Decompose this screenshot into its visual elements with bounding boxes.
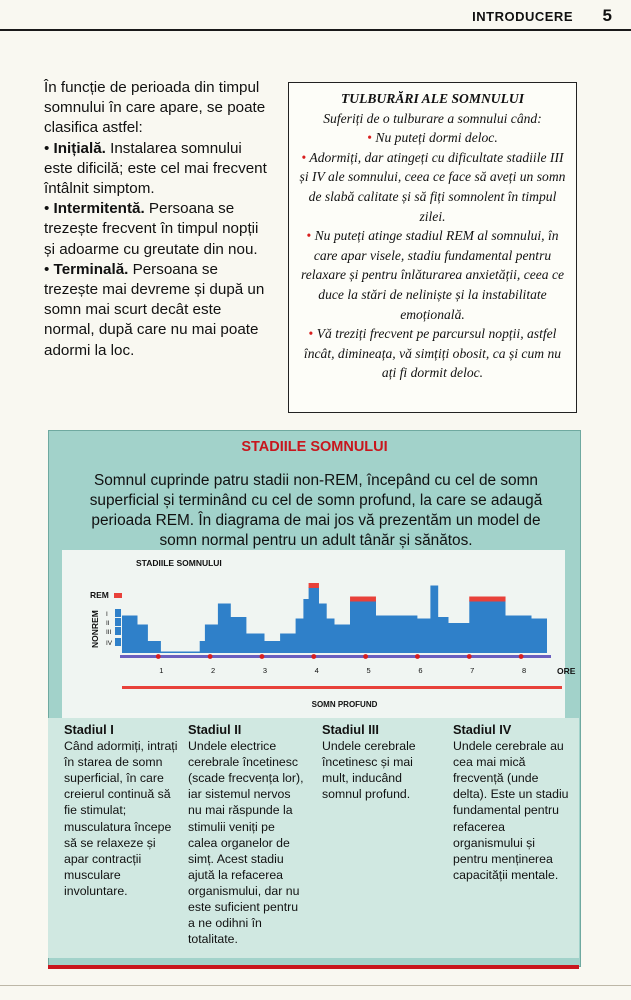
panel-bottom-bar: [48, 965, 579, 969]
page-bottom-rule: [0, 985, 631, 986]
x-tick-dot: [363, 654, 368, 659]
stage-text: Undele cerebrale încetinesc și mai mult, inducând somnul profund.: [322, 739, 416, 802]
x-tick-dot: [311, 654, 316, 659]
rem-label: REM: [90, 590, 109, 600]
page-header: [0, 0, 631, 36]
box-item: • Vă treziți frecvent pe parcursul nopții, astfel încât, dimineața, vă simțiți obosit, ca și cum nu ați fi dormit deloc.: [303, 326, 562, 381]
bullet-icon: •: [308, 326, 314, 342]
rem-legend-swatch: [114, 593, 122, 598]
stage-swatch: [115, 618, 121, 626]
rem-period-bar: [309, 583, 319, 588]
panel-title: STADIILE SOMNULUI: [241, 439, 388, 455]
x-tick-dot: [260, 654, 265, 659]
box-item: • Nu puteți atinge stadiul REM al somnului, în care apar visele, stadiu fundamental pentru relaxare și pentru înlăturarea anxietății, ceea ce duce la stări de neliniște și la instabilitate emoțională.: [300, 228, 565, 322]
stage-title: Stadiul I: [64, 722, 114, 737]
stage-title: Stadiul IV: [453, 722, 512, 737]
stage-swatch: [115, 638, 121, 646]
stage-label: III: [106, 629, 112, 636]
stage-title: Stadiul II: [188, 722, 242, 737]
stage-2-col: [188, 722, 306, 947]
intro-item-text: Instalarea somnului este dificilă; este cel mai frecvent întâlnit simptom.: [44, 139, 267, 198]
x-tick-label: 6: [418, 666, 423, 675]
rem-period-bar: [350, 597, 376, 602]
header-rule: [0, 29, 631, 31]
x-tick-label: 8: [521, 666, 527, 675]
stage-descriptions: [48, 718, 579, 958]
intro-item-initial: • Inițială. Instalarea somnului este dificilă; este cel mai frecvent întâlnit simptom.: [44, 139, 267, 198]
stage-label: I: [106, 611, 108, 618]
stage-title: Stadiul III: [322, 722, 379, 737]
chart-title: STADIILE SOMNULUI: [136, 558, 222, 568]
box-lead: Suferiți de o tulburare a somnului când:: [323, 110, 542, 126]
page-number: 5: [602, 6, 612, 25]
x-axis-line: [120, 655, 551, 658]
x-tick-dot: [415, 654, 420, 659]
hypnogram-area: [122, 586, 547, 654]
intro-item-text: Persoana se trezește frecvent în timpul nopții și adoarme cu greutate din nou.: [44, 200, 259, 258]
bullet-icon: •: [301, 149, 307, 165]
intro-item-term: Terminală.: [53, 260, 129, 278]
y-axis-label: NONREM: [90, 610, 100, 648]
x-tick-dot: [519, 654, 524, 659]
hypnogram-svg: [62, 550, 576, 712]
section-title: INTRODUCERE: [472, 9, 573, 24]
box-item: • Nu puteți dormi deloc.: [367, 130, 498, 146]
x-tick-label: 2: [211, 666, 216, 675]
stage-text: Când adormiți, intrați în starea de somn superficial, în care creierul continuă să fie stimulat; musculatura începe să se relaxeze și apar contracții musculare involuntare.: [64, 739, 178, 898]
rem-period-bar: [469, 597, 505, 602]
x-tick-label: 4: [314, 666, 319, 675]
intro-item-text: Persoana se trezește mai devreme și după un somn mai scurt decât este normal, după care nu mai poate adormi la loc.: [44, 260, 265, 359]
intro-lead: În funcție de perioada din timpul somnului în care apare, se poate clasifica astfel:: [44, 79, 266, 137]
x-tick-dot: [467, 654, 472, 659]
hypnogram-chart: [62, 550, 576, 735]
stage-3-col: [322, 722, 434, 802]
sleep-disorders-box: [288, 82, 577, 413]
deep-sleep-label: SOMN PROFUND: [311, 700, 378, 709]
deep-sleep-line: [122, 686, 562, 689]
x-tick-dot: [208, 654, 213, 659]
stage-4-col: [453, 722, 571, 883]
x-axis-label: ORE: [557, 666, 576, 676]
stage-label: II: [106, 620, 110, 627]
stage-text: Undele cerebrale au cea mai mică frecvență (unde delta). Este un stadiu fundamental pentru refacerea organismului și pentru menținerea capacității mentale.: [453, 739, 569, 882]
stage-swatch: [115, 627, 121, 635]
stage-swatch: [115, 609, 121, 617]
box-item: • Adormiți, dar atingeți cu dificultate stadiile III și IV ale somnului, ceea ce face să aveți un somn de slabă calitate și să fiți somnolent în timpul zilei.: [299, 149, 566, 224]
stage-text: Undele electrice cerebrale încetinesc (scade frecvența lor), iar sistemul nervos nu mai răspunde la stimulii veniți pe calea organelor de simț. Acest stadiu ajută la refacerea organismului, dar nu este suficient pentru a ne odihni în totalitate.: [188, 739, 304, 947]
x-tick-label: 1: [159, 666, 164, 675]
x-tick-label: 7: [470, 666, 475, 675]
intro-item-term: Intermitentă.: [53, 200, 145, 218]
x-tick-label: 5: [366, 666, 371, 675]
bullet-icon: •: [306, 228, 312, 244]
stage-label: IV: [106, 640, 113, 647]
intro-item-intermittent: • Intermitentă. Persoana se trezește frecvent în timpul nopții și adoarme cu greutate din nou.: [44, 200, 259, 258]
x-tick-label: 3: [262, 666, 268, 675]
bullet-icon: •: [367, 130, 372, 146]
intro-item-term: Inițială.: [53, 139, 106, 157]
intro-text: [44, 78, 272, 361]
box-title: TULBURĂRI ALE SOMNULUI: [340, 91, 525, 106]
x-tick-dot: [156, 654, 161, 659]
stage-1-col: [64, 722, 182, 899]
intro-item-terminal: • Terminală. Persoana se trezește mai devreme și după un somn mai scurt decât este normal, după care nu mai poate adormi la loc.: [44, 260, 265, 359]
panel-text: Somnul cuprinde patru stadii non-REM, începând cu cel de somn superficial și terminând cu cel de somn profund, la care se adaugă perioada REM. În diagrama de mai jos vă prezentăm un model de somn normal pentru un adult tânăr și sănătos.: [89, 472, 543, 549]
